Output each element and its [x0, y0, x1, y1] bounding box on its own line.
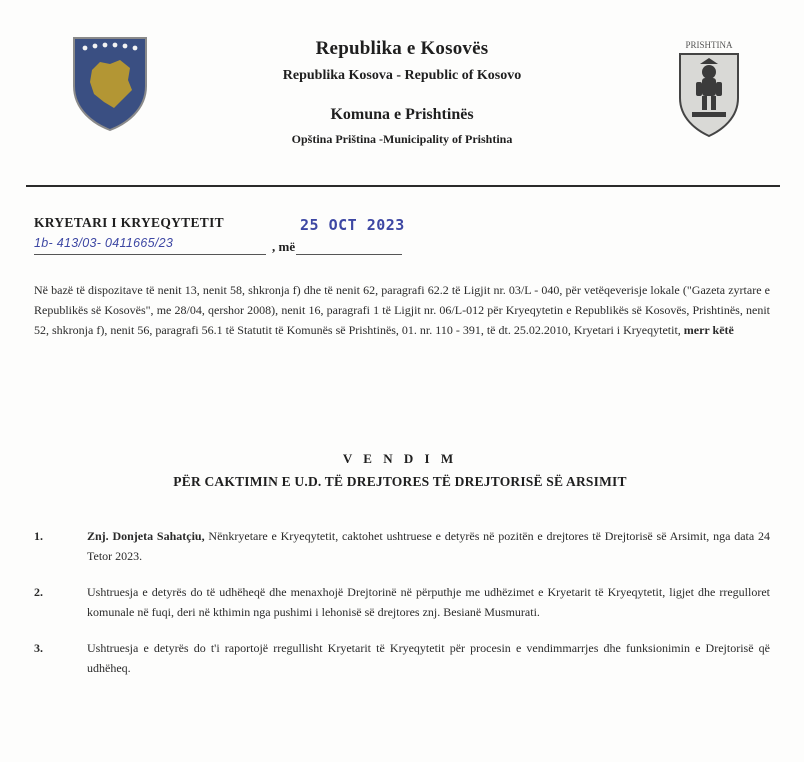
header-municipality-multilingual: Opština Priština -Municipality of Prishtina — [291, 132, 513, 146]
article-item — [34, 582, 770, 622]
reference-number-row — [34, 236, 402, 258]
decision-articles — [34, 526, 770, 694]
article-item — [34, 526, 770, 566]
header-republic-multilingual: Republika Kosova - Republic of Kosovo — [282, 68, 522, 83]
prishtina-emblem-label: PRISHTINA — [685, 40, 733, 50]
date-label: , më — [272, 239, 296, 254]
date-underline — [296, 254, 402, 255]
document-header — [190, 38, 614, 147]
decision-title: V E N D I M — [342, 451, 458, 466]
article-lead: Znj. Donjeta Sahatçiu, — [87, 529, 205, 543]
article-text: Ushtruesja e detyrës do t'i raportojë rregullisht Kryetarit të Kryeqytetit për procesin e vendimmarrjes dhe funksionimin e Drejtorisë që udhëheq. — [87, 641, 770, 675]
article-number: 1. — [34, 529, 43, 543]
article-number: 3. — [34, 641, 43, 655]
legal-basis-text: Në bazë të dispozitave të nenit 13, nenit 58, shkronja f) dhe të nenit 62, paragrafi 62.2 të Ligjit nr. 03/L - 040, për vetëqeverisje lokale ("Gazeta zyrtare e Republikës së Kosovës", me 28/04, qershor 2008), nenit 16, paragrafi 1 të Ligjit nr. 06/L-012 për Kryeqytetin e Republikës së Kosovës, Prishtinës, nenit 52, shkronja f), nenit 56, paragrafi 56.1 të Statutit të Komunës së Prishtinës, 01. nr. 110 - 391, të dt. 25.02.2010, Kryetari i Kryeqytetit, — [34, 283, 770, 337]
date-stamp: 25 OCT 2023 — [300, 216, 405, 234]
reference-number: 1b- 413/03- 0411665/23 — [34, 236, 174, 250]
prishtina-emblem-icon — [676, 38, 742, 138]
kosovo-coat-of-arms-icon — [70, 34, 150, 132]
header-divider — [26, 185, 780, 187]
legal-basis-ending: merr këtë — [683, 323, 734, 337]
article-item — [34, 638, 770, 678]
legal-basis-paragraph — [34, 280, 770, 340]
decision-heading — [60, 451, 740, 490]
header-municipality-sq: Komuna e Prishtinës — [330, 106, 474, 123]
issuer-title: KRYETARI I KRYEQYTETIT — [34, 215, 224, 230]
article-text: Ushtruesja e detyrës do të udhëheqë dhe menaxhojë Drejtorinë në përputhje me udhëzimet e Kryetarit të Kryeqytetit, ligjet dhe rregulloret komunale në fuqi, deri në kthimin nga pushimi i lehonisë së drejtores znj. Besianë Musmurati. — [87, 585, 770, 619]
reference-number-underline — [34, 254, 266, 255]
decision-subtitle: PËR CAKTIMIN E U.D. TË DREJTORES TË DREJTORISË SË ARSIMIT — [173, 474, 627, 489]
article-text: Nënkryetare e Kryeqytetit, caktohet ushtruese e detyrës në pozitën e drejtores të Drejtorisë së Arsimit, nga data 24 Tetor 2023. — [87, 529, 771, 563]
article-number: 2. — [34, 585, 43, 599]
header-republic-sq: Republika e Kosovës — [315, 38, 489, 59]
